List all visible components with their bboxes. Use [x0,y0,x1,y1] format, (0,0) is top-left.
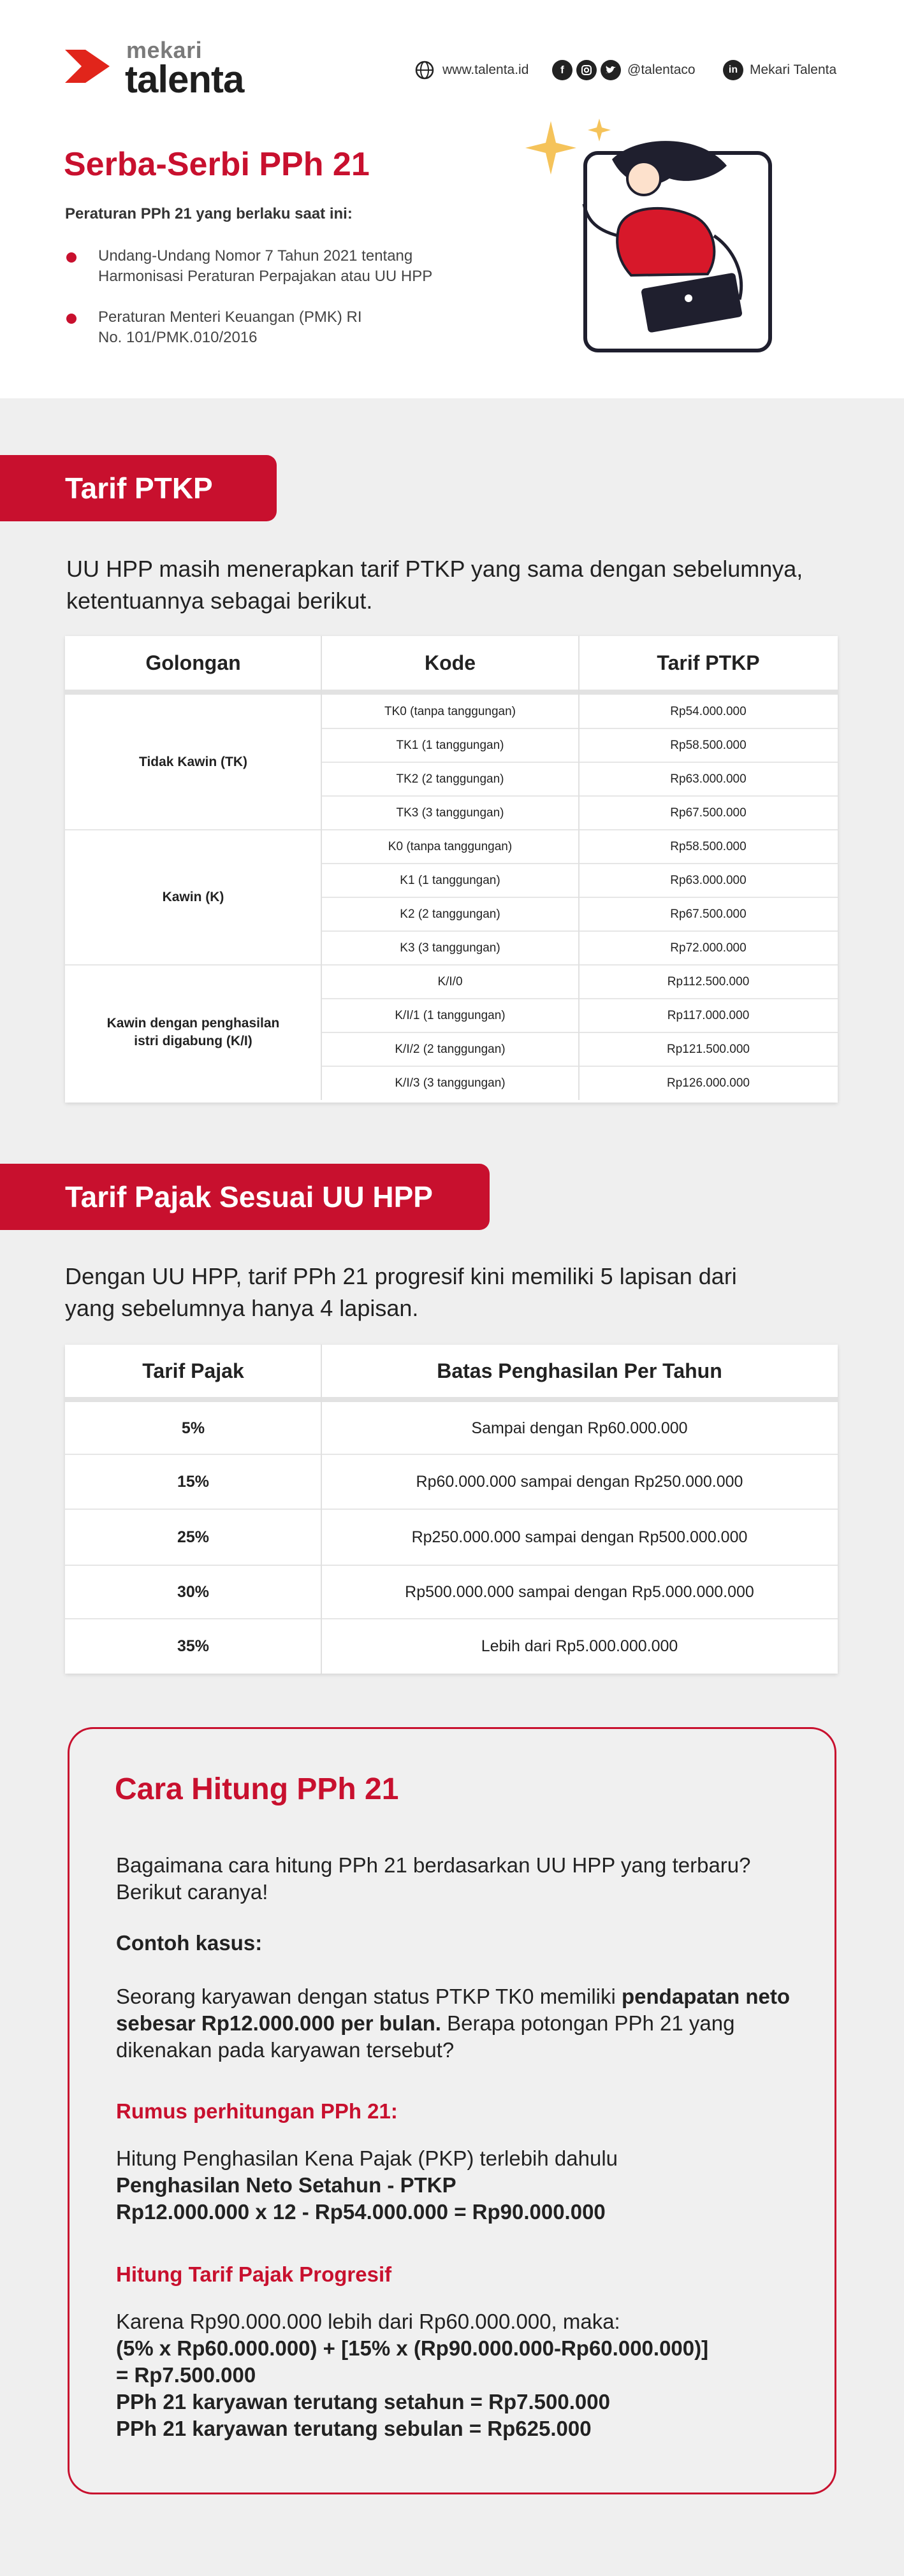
row-divider [65,1565,838,1566]
page-title: Serba-Serbi PPh 21 [64,146,370,183]
ptkp-code-cell: K0 (tanpa tanggungan) [388,839,513,853]
social-handle-text: @talentaco [627,62,696,77]
social-handle-link[interactable] [552,59,696,82]
ptkp-rate-cell: Rp58.500.000 [670,738,747,752]
group-name-cell: Kawin (K) [162,890,224,904]
income-limit-cell: Rp500.000.000 sampai dengan Rp5.000.000.000 [405,1582,754,1601]
column-header: Tarif Pajak [142,1359,244,1382]
tarif-table [65,1345,838,1674]
logo-talenta-text: talenta [125,58,244,101]
row-divider [321,1032,838,1033]
row-divider [65,1618,838,1619]
column-header: Batas Penghasilan Per Tahun [437,1359,722,1382]
facebook-icon: f [552,60,572,80]
column-divider [321,636,322,1100]
section-banner-ptkp: Tarif PTKP [0,455,277,521]
mekari-logo-icon [62,41,113,92]
ptkp-code-cell: K1 (1 tanggungan) [400,873,500,887]
example-heading: Contoh kasus: [116,1931,263,1955]
tax-rate-cell: 25% [177,1528,210,1546]
row-divider [65,1454,838,1455]
card-title: Cara Hitung PPh 21 [115,1772,399,1806]
ptkp-code-cell: K2 (2 tanggungan) [400,907,500,921]
ptkp-rate-cell: Rp72.000.000 [670,941,747,955]
linkedin-icon: in [723,60,743,80]
header-divider [65,690,838,695]
column-divider [578,636,580,1100]
example-case-text: Seorang karyawan dengan status PTKP TK0 memiliki pendapatan neto sebesar Rp12.000.000 per bulan. Berapa potongan PPh 21 yang dikenakan pada karyawan tersebut? [116,1985,791,2062]
ptkp-rate-cell: Rp117.000.000 [667,1008,750,1022]
tax-rate-cell: 35% [177,1637,210,1655]
ptkp-code-cell: K/I/3 (3 tanggungan) [395,1076,506,1090]
ptkp-code-cell: K3 (3 tanggungan) [400,941,500,955]
row-divider [321,897,838,898]
ptkp-rate-cell: Rp112.500.000 [667,974,750,988]
ptkp-intro: UU HPP masih menerapkan tarif PTKP yang sama dengan sebelumnya, ketentuannya sebagai berikut. [66,556,803,614]
bullet-dot-icon [66,314,77,324]
ptkp-rate-cell: Rp67.500.000 [670,907,747,921]
row-divider [321,1066,838,1067]
ptkp-rate-cell: Rp54.000.000 [670,704,747,718]
progressive-heading: Hitung Tarif Pajak Progresif [116,2262,392,2286]
row-divider [321,728,838,729]
group-name-cell: Kawin dengan penghasilan istri digabung (K/I) [106,1016,280,1048]
logo-mekari-text: mekari [126,37,203,63]
linkedin-text: Mekari Talenta [750,62,837,77]
ptkp-rate-cell: Rp126.000.000 [667,1076,750,1090]
header-divider [65,1397,838,1402]
row-divider [321,762,838,763]
regulation-bullet: Peraturan Menteri Keuangan (PMK) RI No. 101/PMK.010/2016 [65,307,511,348]
row-divider [321,998,838,999]
column-header: Kode [425,651,476,674]
formula-text: Hitung Penghasilan Kena Pajak (PKP) terlebih dahulu Penghasilan Neto Setahun - PTKP Rp12.000.000 x 12 - Rp54.000.000 = Rp90.000.000 [116,2146,618,2224]
ptkp-rate-cell: Rp121.500.000 [667,1042,750,1056]
ptkp-rate-cell: Rp67.500.000 [670,806,747,820]
regulation-bullet: Undang-Undang Nomor 7 Tahun 2021 tentang Harmonisasi Peraturan Perpajakan atau UU HPP [65,246,511,287]
twitter-icon [601,60,621,80]
tax-rate-cell: 5% [181,1419,205,1437]
formula-heading: Rumus perhitungan PPh 21: [116,2099,398,2123]
ptkp-code-cell: K/I/0 [437,974,463,988]
bullet-dot-icon [66,252,77,263]
ptkp-table [65,636,838,1103]
ptkp-code-cell: K/I/2 (2 tanggungan) [395,1042,506,1056]
income-limit-cell: Rp60.000.000 sampai dengan Rp250.000.000 [416,1472,743,1491]
column-header: Golongan [145,651,241,674]
ptkp-code-cell: K/I/1 (1 tanggungan) [395,1008,506,1022]
row-divider [321,930,838,932]
website-link[interactable] [414,59,529,82]
ptkp-rate-cell: Rp63.000.000 [670,873,747,887]
income-limit-cell: Rp250.000.000 sampai dengan Rp500.000.000 [411,1528,748,1546]
ptkp-code-cell: TK0 (tanpa tanggungan) [384,704,516,718]
row-divider [321,795,838,797]
ptkp-code-cell: TK1 (1 tanggungan) [396,738,504,752]
linkedin-link[interactable] [723,59,836,82]
column-header: Tarif PTKP [657,651,760,674]
progressive-calculation: Karena Rp90.000.000 lebih dari Rp60.000.000, maka: (5% x Rp60.000.000) + [15% x (Rp90.000.000-Rp60.000.000)] = Rp7.500.000 PPh 21 karyawan terutang setahun = Rp7.500.000 PPh 21 karyawan terutang sebulan = Rp625.000 [116,2310,709,2440]
globe-icon [414,60,435,80]
tarif-intro: Dengan UU HPP, tarif PPh 21 progresif kini memiliki 5 lapisan dari yang sebelumnya hanya 4 lapisan. [65,1263,737,1321]
section-banner-tarif: Tarif Pajak Sesuai UU HPP [0,1164,490,1230]
calculation-intro: Bagaimana cara hitung PPh 21 berdasarkan UU HPP yang terbaru? Berikut caranya! [116,1853,751,1904]
tax-rate-cell: 15% [177,1472,210,1491]
column-divider [321,1345,322,1674]
ptkp-rate-cell: Rp58.500.000 [670,839,747,853]
income-limit-cell: Lebih dari Rp5.000.000.000 [481,1637,678,1655]
ptkp-rate-cell: Rp63.000.000 [670,772,747,786]
woman-with-laptop-illustration [523,108,803,363]
ptkp-code-cell: TK2 (2 tanggungan) [396,772,504,786]
regulation-subtitle: Peraturan PPh 21 yang berlaku saat ini: [65,205,353,222]
row-divider [321,863,838,864]
ptkp-code-cell: TK3 (3 tanggungan) [396,806,504,820]
website-text: www.talenta.id [442,62,529,77]
tax-rate-cell: 30% [177,1582,210,1601]
row-divider [65,1509,838,1510]
group-name-cell: Tidak Kawin (TK) [139,755,247,769]
instagram-icon [576,60,597,80]
income-limit-cell: Sampai dengan Rp60.000.000 [471,1419,688,1437]
